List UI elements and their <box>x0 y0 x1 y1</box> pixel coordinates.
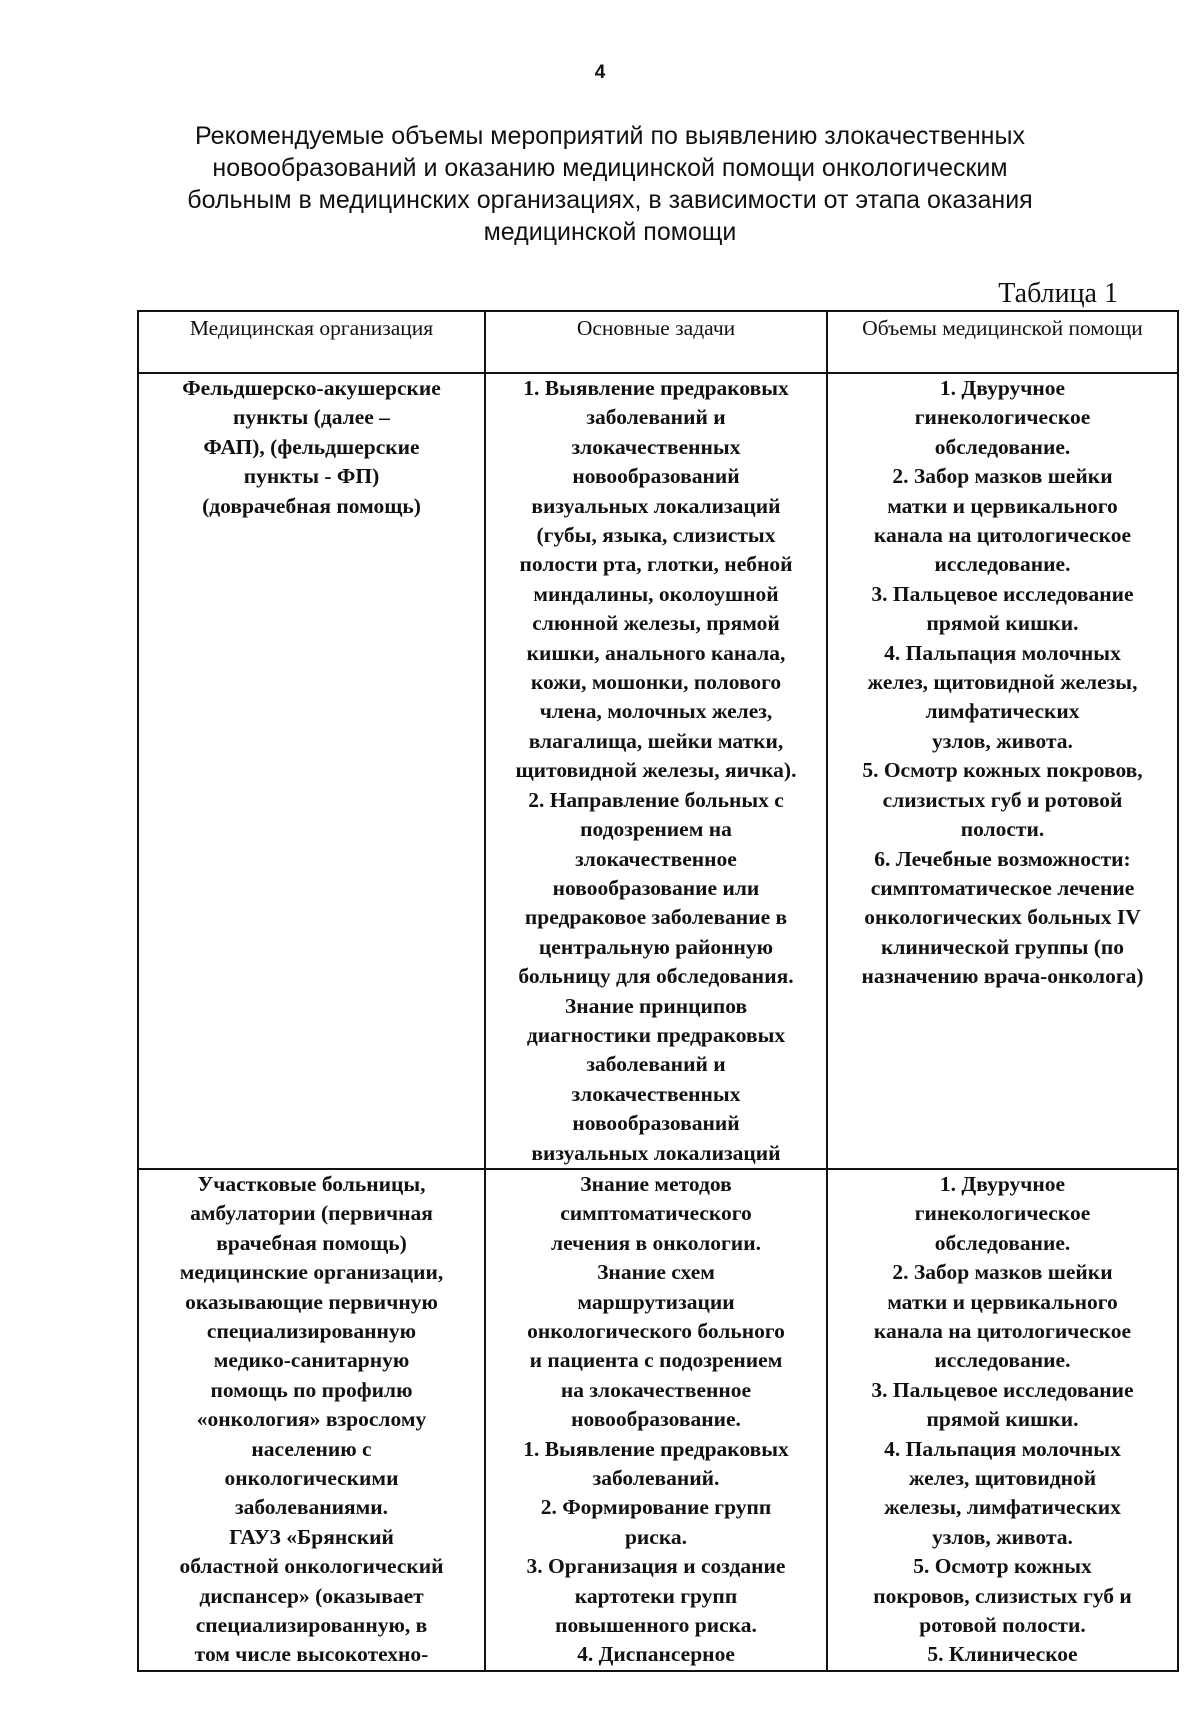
cell-line: оказывающие первичную <box>185 1289 438 1314</box>
cell-line: 1. Двуручное <box>939 376 1066 400</box>
cell-line: больницу для обследования. <box>518 964 794 989</box>
cell-line: лечения в онкологии. <box>551 1230 761 1255</box>
cell-line: 1. Двуручное <box>939 1171 1066 1196</box>
cell-line: ФАП), (фельдшерские <box>203 434 420 459</box>
cell-line: (губы, языка, слизистых <box>536 523 776 548</box>
cell-line: медицинские организации, <box>179 1260 444 1285</box>
organization-cell <box>138 1169 485 1671</box>
cell-line: Знание принципов <box>564 993 748 1018</box>
table-row <box>138 373 1178 1169</box>
cell-line: 2. Забор мазков шейки <box>892 1260 1113 1285</box>
cell-line: повышенного риска. <box>555 1613 757 1638</box>
heading-line: новообразований и оказанию медицинской помощи онкологическим <box>212 154 1008 182</box>
cell-line: специализированную, в <box>195 1613 428 1638</box>
document-heading <box>150 120 1070 248</box>
cell-line: назначению врача-онколога) <box>861 964 1144 989</box>
cell-line: предраковое заболевание в <box>524 905 788 930</box>
cell-line: на злокачественное <box>560 1377 752 1402</box>
cell-line: 5. Осмотр кожных <box>913 1554 1092 1579</box>
cell-line: злокачественных <box>571 1081 741 1106</box>
cell-line: онкологического больного <box>527 1319 785 1343</box>
cell-line: матки и цервикального <box>887 1289 1118 1314</box>
cell-line: 2. Формирование групп <box>540 1495 772 1520</box>
cell-line: узлов, живота. <box>932 728 1073 753</box>
cell-line: «онкология» взрослому <box>196 1407 427 1432</box>
cell-line: злокачественное <box>575 846 737 871</box>
cell-line: онкологическими <box>224 1466 399 1491</box>
cell-line: заболеваний и <box>586 1052 726 1077</box>
cell-line: 2. Направление больных с <box>528 787 784 812</box>
cell-line: исследование. <box>934 1348 1071 1373</box>
cell-line: прямой кишки. <box>926 611 1079 636</box>
cell-line: и пациента с подозрением <box>529 1348 783 1373</box>
cell-line: желез, щитовидной железы, <box>867 670 1138 695</box>
cell-line: 3. Организация и создание <box>526 1554 786 1579</box>
cell-line: полости. <box>960 817 1045 842</box>
cell-line: 4. Пальпация молочных <box>884 1436 1121 1461</box>
cell-line: полости рта, глотки, небной <box>519 552 793 577</box>
cell-line: пункты - ФП) <box>243 464 380 489</box>
cell-line: новообразование. <box>571 1407 741 1432</box>
organization-cell <box>138 373 485 1169</box>
cell-line: 4. Пальпация молочных <box>884 640 1121 665</box>
table-caption: Таблица 1 <box>998 278 1118 309</box>
volumes-cell <box>827 373 1178 1169</box>
cell-line: желез, щитовидной <box>908 1466 1097 1491</box>
table-row <box>138 1169 1178 1671</box>
header-organization: Медицинская организация <box>138 311 485 373</box>
cell-line: ротовой полости. <box>919 1613 1086 1638</box>
cell-line: кишки, анального канала, <box>526 640 786 665</box>
cell-line: новообразований <box>572 464 740 489</box>
cell-line: члена, молочных желез, <box>539 699 773 724</box>
cell-line: ГАУЗ «Брянский <box>229 1524 394 1549</box>
cell-line: кожи, мошонки, полового <box>530 670 782 695</box>
header-volumes: Объемы медицинской помощи <box>827 311 1178 373</box>
cell-line: населению с <box>251 1436 372 1461</box>
cell-line: помощь по профилю <box>210 1377 413 1402</box>
cell-line: (доврачебная помощь) <box>202 493 421 518</box>
tasks-cell <box>485 373 827 1169</box>
cell-line: картотеки групп <box>574 1583 738 1608</box>
cell-line: миндалины, околоушной <box>533 581 779 606</box>
cell-line: Участковые больницы, <box>197 1171 426 1196</box>
cell-line: прямой кишки. <box>926 1407 1079 1432</box>
cell-line: матки и цервикального <box>887 493 1118 518</box>
cell-line: слюнной железы, прямой <box>532 611 780 636</box>
cell-line: слизистых губ и ротовой <box>882 787 1123 812</box>
cell-line: амбулатории (первичная <box>190 1201 433 1226</box>
cell-line: маршрутизации <box>577 1289 735 1314</box>
cell-line: Знание методов <box>580 1171 732 1196</box>
page-number: 4 <box>594 62 606 83</box>
cell-line: влагалища, шейки матки, <box>528 728 784 753</box>
volumes-cell <box>827 1169 1178 1671</box>
cell-line: 3. Пальцевое исследование <box>871 581 1134 606</box>
cell-line: заболеваний. <box>592 1466 720 1491</box>
cell-line: злокачественных <box>571 434 741 459</box>
table-header-row <box>138 311 1178 373</box>
cell-line: узлов, живота. <box>932 1524 1073 1549</box>
heading-line: больным в медицинских организациях, в зависимости от этапа оказания <box>187 186 1033 214</box>
cell-line: клинической группы (по <box>880 934 1125 959</box>
cell-line: центральную районную <box>538 934 774 959</box>
cell-line: диагностики предраковых <box>526 1022 786 1047</box>
cell-line: том числе высокотехно- <box>194 1642 429 1667</box>
cell-line: Фельдшерско-акушерские <box>182 376 441 400</box>
heading-line: медицинской помощи <box>483 218 737 246</box>
cell-line: Знание схем <box>597 1260 715 1285</box>
cell-line: 3. Пальцевое исследование <box>871 1377 1134 1402</box>
cell-line: канала на цитологическое <box>873 523 1132 548</box>
cell-line: канала на цитологическое <box>873 1319 1132 1343</box>
tasks-cell <box>485 1169 827 1671</box>
cell-line: симптоматическое лечение <box>870 875 1135 900</box>
cell-line: визуальных локализаций <box>531 493 781 518</box>
cell-line: покровов, слизистых губ и <box>873 1583 1132 1608</box>
cell-line: новообразование или <box>552 875 760 900</box>
cell-line: медико-санитарную <box>213 1348 410 1373</box>
cell-line: областной онкологический <box>179 1554 444 1579</box>
cell-line: обследование. <box>934 1230 1071 1255</box>
cell-line: врачебная помощь) <box>216 1230 407 1255</box>
cell-line: онкологических больных IV <box>864 905 1141 930</box>
cell-line: исследование. <box>934 552 1071 577</box>
cell-line: диспансер» (оказывает <box>199 1583 424 1608</box>
cell-line: риска. <box>624 1524 688 1549</box>
cell-line: 4. Диспансерное <box>577 1642 735 1667</box>
heading-line: Рекомендуемые объемы мероприятий по выявлению злокачественных <box>195 122 1025 150</box>
cell-line: 1. Выявление предраковых <box>523 376 789 400</box>
cell-line: 5. Осмотр кожных покровов, <box>862 758 1143 783</box>
cell-line: железы, лимфатических <box>884 1495 1121 1520</box>
cell-line: гинекологическое <box>914 405 1091 430</box>
cell-line: лимфатических <box>925 699 1080 724</box>
cell-line: гинекологическое <box>914 1201 1091 1226</box>
cell-line: заболеваний и <box>586 405 726 430</box>
cell-line: новообразований <box>572 1111 740 1136</box>
cell-line: заболеваниями. <box>234 1495 389 1520</box>
cell-line: 2. Забор мазков шейки <box>892 464 1113 489</box>
cell-line: 1. Выявление предраковых <box>523 1436 789 1461</box>
header-tasks: Основные задачи <box>485 311 827 373</box>
cell-line: симптоматического <box>560 1201 752 1226</box>
cell-line: обследование. <box>934 434 1071 459</box>
cell-line: щитовидной железы, яичка). <box>515 758 797 783</box>
cell-line: 6. Лечебные возможности: <box>874 846 1131 871</box>
recommendations-table <box>137 310 1179 1672</box>
cell-line: специализированную <box>206 1319 417 1343</box>
cell-line: 5. Клиническое <box>927 1642 1078 1667</box>
cell-line: пункты (далее – <box>233 405 390 430</box>
cell-line: подозрением на <box>580 817 732 842</box>
cell-line: визуальных локализаций <box>531 1140 781 1165</box>
